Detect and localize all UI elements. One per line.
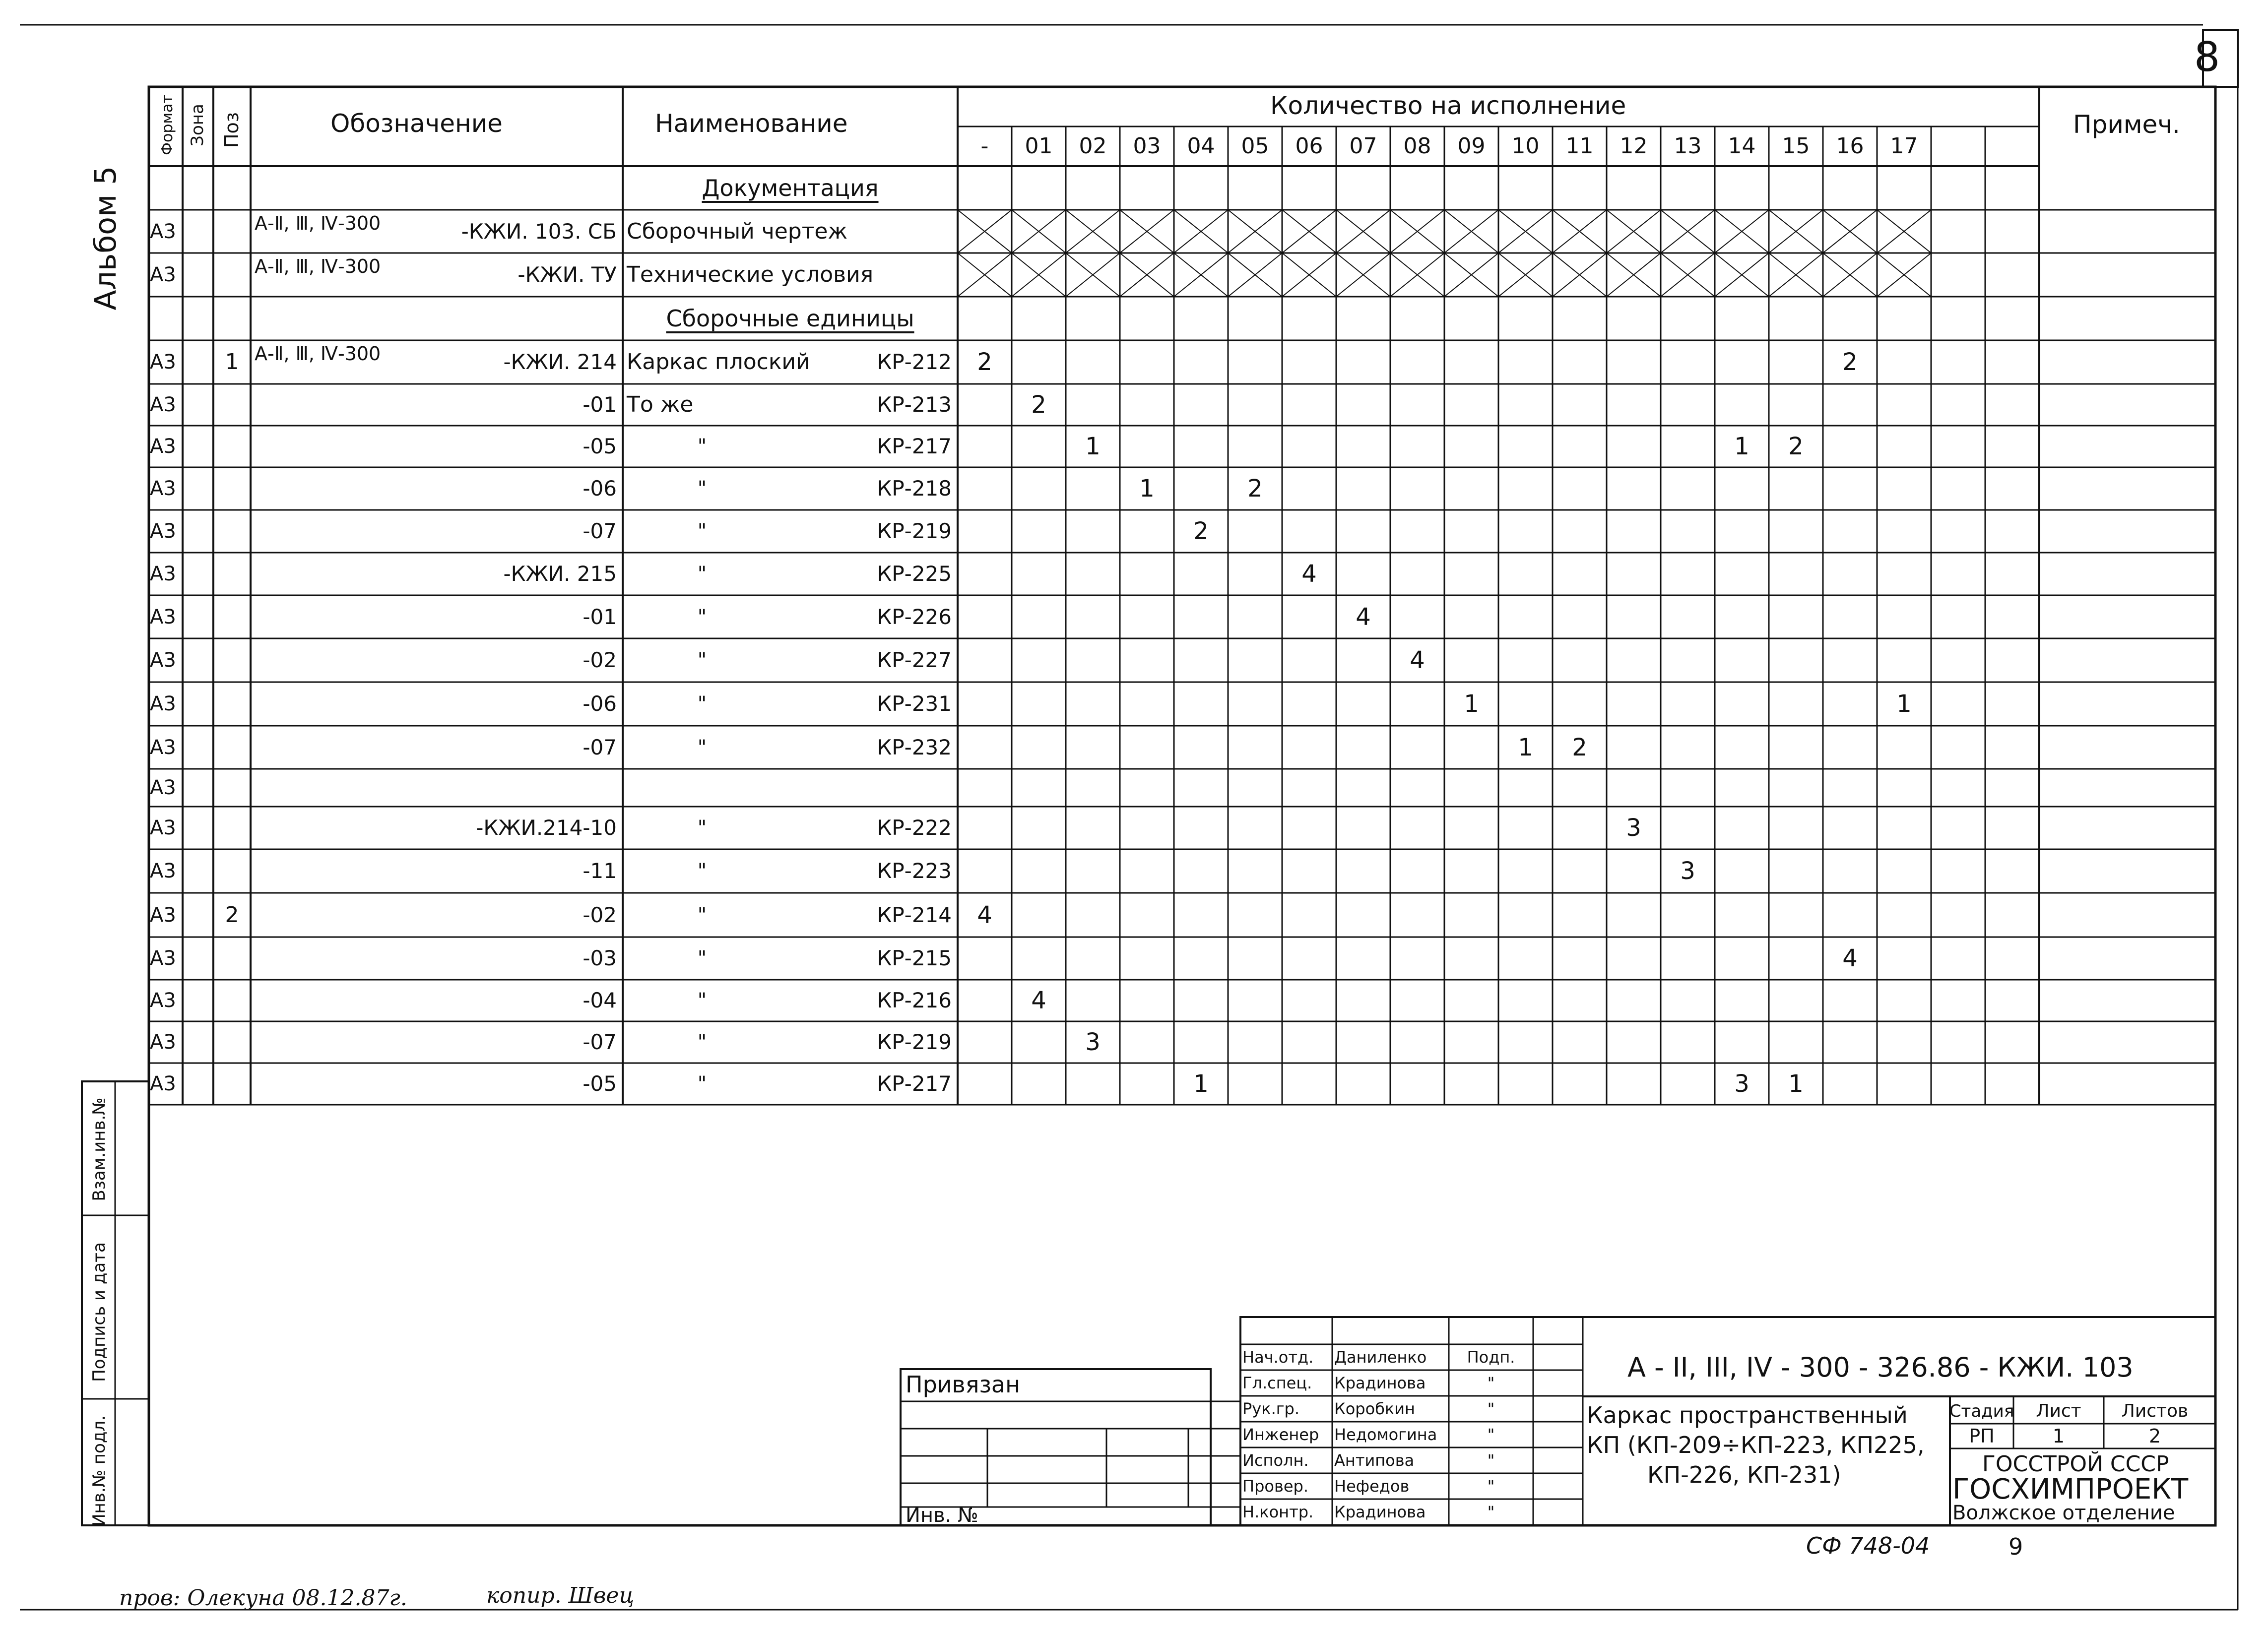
quantity-cell: 2: [1193, 517, 1209, 545]
designation-code: -КЖИ. 214: [503, 350, 617, 374]
format-cell: А3: [150, 736, 176, 759]
name-mark: КР-231: [877, 691, 952, 716]
designation-prefix: А-Ⅱ, Ⅲ, Ⅳ-300: [255, 255, 381, 277]
quantity-cell: 1: [1464, 690, 1479, 718]
format-cell: А3: [150, 649, 176, 672]
variant-header-03: 03: [1133, 133, 1161, 159]
footer-code: СФ 748-04: [1806, 1532, 1930, 1559]
side-stamp-podpis-data: Подпись и дата: [89, 1242, 109, 1382]
approval-role: Нач.отд.: [1242, 1348, 1314, 1367]
approval-sign: ": [1487, 1477, 1495, 1496]
name-ditto: ": [697, 817, 707, 839]
zone-cell: [183, 553, 213, 595]
drawing-title-line-1: Каркас пространственный: [1587, 1402, 1908, 1429]
format-cell: А3: [150, 563, 176, 585]
format-cell: А3: [150, 351, 176, 374]
format-cell: А3: [150, 393, 176, 416]
variant-header-14: 14: [1728, 133, 1756, 159]
name-mark: КР-216: [877, 988, 952, 1012]
quantity-cell: 3: [1085, 1028, 1101, 1056]
name-ditto: ": [697, 435, 707, 458]
variant-header-01: 01: [1025, 133, 1053, 159]
format-cell: А3: [150, 1031, 176, 1054]
quantity-cell: 2: [977, 348, 992, 376]
format-cell: А3: [150, 520, 176, 543]
variant-header-06: 06: [1295, 133, 1323, 159]
name-mark: КР-217: [877, 1071, 952, 1096]
zone-cell: [183, 980, 213, 1021]
quantity-cell: 4: [1356, 603, 1371, 631]
header-pos: Поз: [221, 112, 243, 148]
pos-cell: [213, 980, 251, 1021]
designation-code: -05: [583, 434, 617, 458]
variant-header-07: 07: [1349, 133, 1377, 159]
stage-value: РП: [1969, 1425, 1995, 1447]
section-title: Документация: [702, 175, 879, 201]
name-mark: КР-218: [877, 476, 952, 501]
name-mark: КР-213: [877, 392, 952, 417]
quantity-cell: 3: [1734, 1070, 1750, 1098]
format-cell: [149, 297, 183, 340]
zone-cell: [183, 1021, 213, 1063]
sheets-value: 2: [2148, 1425, 2161, 1447]
approval-sign: ": [1487, 1425, 1495, 1444]
name-mark: КР-223: [877, 859, 952, 883]
section-title: Сборочные единицы: [666, 305, 914, 332]
designation-code: -КЖИ. 103. СБ: [461, 219, 617, 244]
zone-cell: [183, 807, 213, 849]
approval-role: Гл.спец.: [1242, 1374, 1312, 1392]
variant-header-15: 15: [1782, 133, 1810, 159]
sheets-label: Листов: [2121, 1401, 2189, 1421]
approval-role: Рук.гр.: [1242, 1399, 1300, 1418]
approval-sign: ": [1487, 1399, 1495, 1418]
variant-header-13: 13: [1674, 133, 1702, 159]
designation-code: -07: [583, 519, 617, 543]
pos-cell: [213, 253, 251, 297]
zone-cell: [183, 467, 213, 510]
format-cell: А3: [150, 220, 176, 243]
quantity-cell: 2: [1247, 475, 1263, 503]
quantity-cell: 4: [977, 901, 992, 929]
doc-code: А - II, III, IV - 300 - 326.86 - КЖИ. 103: [1627, 1352, 2134, 1383]
name-cell: Сборочный чертеж: [627, 218, 848, 244]
zone-cell: [183, 849, 213, 893]
name-ditto: ": [697, 477, 707, 500]
name-mark: КР-214: [877, 902, 952, 927]
zone-cell: [183, 253, 213, 297]
approval-sign: ": [1487, 1451, 1495, 1470]
signature-checked: пров: Олекуна 08.12.87г.: [119, 1585, 407, 1611]
name-mark: КР-212: [877, 350, 952, 374]
zone-cell: [183, 297, 213, 340]
footer-page: 9: [2009, 1533, 2023, 1560]
name-mark: КР-219: [877, 519, 952, 543]
name-mark: КР-215: [877, 946, 952, 970]
format-cell: А3: [150, 477, 176, 500]
designation-code: -01: [583, 392, 617, 417]
pos-cell: [213, 210, 251, 253]
quantity-cell: 2: [1788, 433, 1804, 460]
quantity-cell: 3: [1680, 857, 1695, 885]
variant-header-10: 10: [1511, 133, 1540, 159]
sheet-label: Лист: [2036, 1401, 2081, 1421]
name-ditto: ": [697, 989, 707, 1012]
name-ditto: ": [697, 520, 707, 543]
quantity-cell: 4: [1410, 646, 1425, 674]
variant-header-04: 04: [1187, 133, 1215, 159]
zone-cell: [183, 1063, 213, 1105]
variant-header-02: 02: [1079, 133, 1107, 159]
side-stamp-vzam-inv: Взам.инв.№: [89, 1097, 109, 1201]
zone-cell: [183, 769, 213, 807]
zone-cell: [183, 638, 213, 682]
designation-code: -КЖИ. 215: [503, 562, 617, 586]
pos-cell: [213, 638, 251, 682]
signature-copied: копир. Швец: [486, 1583, 635, 1608]
zone-cell: [183, 166, 213, 210]
pos-cell: [213, 595, 251, 638]
name-ditto: ": [697, 903, 707, 927]
header-note: Примеч.: [2073, 110, 2180, 139]
designation-prefix: А-Ⅱ, Ⅲ, Ⅳ-300: [255, 343, 381, 365]
designation-code: -04: [583, 988, 617, 1012]
pos-cell: [213, 384, 251, 426]
header-quantity: Количество на исполнение: [1270, 91, 1626, 120]
approval-sign: Подп.: [1467, 1348, 1515, 1367]
name-cell: Технические условия: [627, 262, 874, 287]
name-ditto: ": [697, 1072, 707, 1095]
name-ditto: ": [697, 1031, 707, 1054]
approval-name: Крадинова: [1334, 1503, 1426, 1521]
designation-code: -11: [583, 859, 617, 883]
name-ditto: ": [697, 947, 707, 970]
inv-no-label: Инв. №: [906, 1504, 978, 1527]
format-cell: А3: [150, 903, 176, 927]
format-cell: А3: [150, 860, 176, 882]
pos-cell: [213, 937, 251, 980]
header-name: Наименование: [655, 109, 848, 138]
zone-cell: [183, 210, 213, 253]
variant-header-17: 17: [1890, 133, 1918, 159]
zone-cell: [183, 340, 213, 384]
pos-cell: [213, 510, 251, 553]
page-number: 8: [2194, 34, 2220, 81]
quantity-cell: 2: [1842, 348, 1858, 376]
format-cell: А3: [150, 817, 176, 839]
zone-cell: [183, 595, 213, 638]
name-mark: КР-227: [877, 648, 952, 672]
name-mark: КР-225: [877, 562, 952, 586]
approval-role: Исполн.: [1242, 1451, 1309, 1470]
approval-name: Коробкин: [1334, 1399, 1415, 1418]
zone-cell: [183, 937, 213, 980]
format-cell: А3: [150, 776, 176, 799]
header-designation: Обозначение: [330, 109, 503, 138]
designation-code: -07: [583, 735, 617, 759]
pos-cell: [213, 726, 251, 769]
header-zone: Зона: [188, 104, 207, 146]
name-mark: КР-219: [877, 1030, 952, 1054]
designation-code: -02: [583, 648, 617, 672]
org-line-1: ГОССТРОЙ СССР: [1982, 1451, 2169, 1477]
pos-cell: [213, 166, 251, 210]
quantity-cell: 2: [1031, 391, 1046, 419]
designation-code: -06: [583, 691, 617, 716]
approval-name: Нефедов: [1334, 1477, 1410, 1496]
format-cell: А3: [150, 692, 176, 715]
zone-cell: [183, 893, 213, 937]
quantity-cell: 1: [1518, 733, 1533, 761]
drawing-title-line-2: КП (КП-209÷КП-223, КП225,: [1587, 1432, 1925, 1458]
quantity-cell: 4: [1842, 944, 1858, 972]
quantity-cell: 1: [1734, 433, 1750, 460]
approval-role: Провер.: [1242, 1477, 1308, 1496]
format-cell: А3: [150, 989, 176, 1012]
name-cell: То же: [627, 392, 694, 417]
side-stamp-inv-podl: Инв.№ подл.: [89, 1415, 109, 1526]
quantity-cell: 1: [1085, 433, 1101, 460]
pos-cell: [213, 426, 251, 467]
quantity-cell: 1: [1139, 475, 1155, 503]
format-cell: А3: [150, 947, 176, 970]
drawing-title-line-3: КП-226, КП-231): [1647, 1461, 1841, 1488]
designation-code: -02: [583, 902, 617, 927]
approval-name: Антипова: [1334, 1451, 1415, 1470]
org-line-3: Волжское отделение: [1952, 1502, 2175, 1524]
approval-name: Недомогина: [1334, 1425, 1437, 1444]
header-format: Формат: [159, 95, 176, 155]
approval-sign: ": [1487, 1503, 1495, 1521]
zone-cell: [183, 426, 213, 467]
approval-role: Инженер: [1242, 1425, 1319, 1444]
pos-cell: [213, 769, 251, 807]
name-ditto: ": [697, 692, 707, 715]
org-line-2: ГОСХИМПРОЕКТ: [1952, 1473, 2189, 1506]
designation-code: -03: [583, 946, 617, 970]
name-ditto: ": [697, 860, 707, 882]
format-cell: А3: [150, 605, 176, 628]
name-ditto: ": [697, 563, 707, 585]
designation-code: -КЖИ. ТУ: [518, 262, 617, 287]
designation-code: -05: [583, 1071, 617, 1096]
pos-cell: [213, 807, 251, 849]
pos-cell: [213, 682, 251, 726]
quantity-cell: 1: [1788, 1070, 1804, 1098]
variant-header-09: 09: [1457, 133, 1486, 159]
approval-role: Н.контр.: [1242, 1503, 1314, 1521]
approval-name: Крадинова: [1334, 1374, 1426, 1392]
approval-name: Даниленко: [1334, 1348, 1427, 1367]
format-cell: [149, 166, 183, 210]
name-mark: КР-226: [877, 604, 952, 629]
name-ditto: ": [697, 649, 707, 672]
pos-cell: 2: [225, 902, 239, 928]
name-cell: Каркас плоский: [627, 349, 810, 375]
zone-cell: [183, 384, 213, 426]
quantity-cell: 4: [1301, 560, 1317, 588]
variant-header-16: 16: [1836, 133, 1864, 159]
quantity-cell: 3: [1626, 814, 1641, 842]
zone-cell: [183, 510, 213, 553]
name-mark: КР-222: [877, 816, 952, 840]
pos-cell: [213, 297, 251, 340]
privyazan-label: Привязан: [906, 1371, 1021, 1398]
format-cell: А3: [150, 1072, 176, 1095]
sheet-value: 1: [2052, 1425, 2065, 1447]
name-mark: КР-232: [877, 735, 952, 759]
approval-sign: ": [1487, 1374, 1495, 1392]
name-ditto: ": [697, 605, 707, 628]
format-cell: А3: [150, 435, 176, 458]
name-mark: КР-217: [877, 434, 952, 458]
pos-cell: [213, 1063, 251, 1105]
quantity-cell: 1: [1193, 1070, 1209, 1098]
quantity-cell: 1: [1896, 690, 1912, 718]
quantity-cell: 4: [1031, 987, 1046, 1014]
variant-header-05: 05: [1241, 133, 1269, 159]
variant-header-blank: [1931, 126, 1985, 166]
album-label: Альбом 5: [88, 166, 123, 311]
designation-code: -07: [583, 1030, 617, 1054]
variant-header-12: 12: [1620, 133, 1648, 159]
designation-prefix: А-Ⅱ, Ⅲ, Ⅳ-300: [255, 212, 381, 234]
name-ditto: ": [697, 736, 707, 759]
variant-header-08: 08: [1403, 133, 1431, 159]
pos-cell: [213, 1021, 251, 1063]
pos-cell: [213, 467, 251, 510]
designation-code: -01: [583, 604, 617, 629]
quantity-cell: 2: [1572, 733, 1587, 761]
variant-header-11: 11: [1565, 133, 1594, 159]
stage-label: Стадия: [1949, 1401, 2014, 1421]
variant-header--: -: [980, 133, 989, 159]
pos-cell: [213, 553, 251, 595]
format-cell: А3: [150, 263, 176, 286]
designation-code: -КЖИ.214-10: [476, 816, 617, 840]
zone-cell: [183, 726, 213, 769]
pos-cell: [213, 849, 251, 893]
variant-header-blank: [1985, 126, 2039, 166]
zone-cell: [183, 682, 213, 726]
pos-cell: 1: [225, 349, 239, 375]
designation-code: -06: [583, 476, 617, 501]
